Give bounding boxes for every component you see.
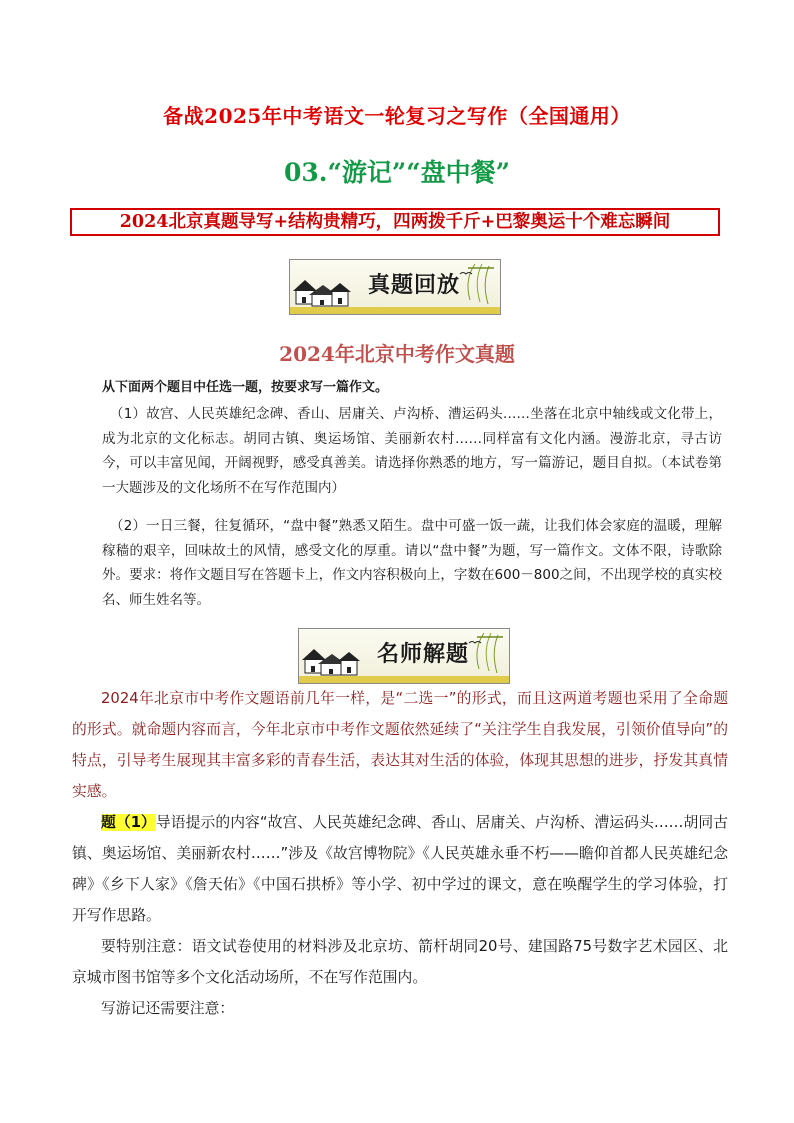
exam-instruction: 从下面两个题目中任选一题，按要求写一篇作文。 <box>102 380 389 395</box>
analysis-paragraph-1: 2024年北京市中考作文题语前几年一样，是“二选一”的形式，而且这两道考题也采用了全命题的形式。就命题内容而言，今年北京市中考作文题依然延续了“关注学生自我发展，引领价值导向”的特点，引导考生展现其丰富多彩的青春生活，表达其对生活的体验，体现其思想的进步，抒发其真情实感。 <box>72 690 728 800</box>
analysis-paragraph-3: 要特别注意：语文试卷使用的材料涉及北京坊、箭杆胡同20号、建国路75号数字艺术园区、北京城市图书馆等多个文化活动场所，不在写作范围内。 <box>72 938 728 986</box>
main-title: 备战2025年中考语文一轮复习之写作（全国通用） <box>163 104 631 128</box>
analysis-paragraph-2 <box>72 807 728 931</box>
teacher-banner-label: 名师解题 <box>376 642 469 667</box>
subtitle: 03.“游记”“盘中餐” <box>283 158 510 187</box>
review-banner-label: 真题回放 <box>367 273 460 298</box>
exam-title: 2024年北京中考作文真题 <box>279 342 515 366</box>
boxed-topic-title: 2024北京真题导写+结构贵精巧，四两拨千斤+巴黎奥运十个难忘瞬间 <box>70 208 720 236</box>
analysis-paragraph-2-text: 导语提示的内容“故宫、人民英雄纪念碑、香山、居庸关、卢沟桥、漕运码头……胡同古镇、奥运场馆、美丽新农村……”涉及《故宫博物院》《人民英雄永垂不朽——瞻仰首都人民英雄纪念碑》《乡下人家》《詹天佑》《中国石拱桥》等小学、初中学过的课文，意在唤醒学生的学习体验，打开写作思路。 <box>72 814 729 924</box>
analysis-paragraph-4: 写游记还需要注意： <box>101 1000 235 1017</box>
teacher-banner <box>298 628 510 684</box>
exam-prompt-1: （1）故宫、人民英雄纪念碑、香山、居庸关、卢沟桥、漕运码头……坐落在北京中轴线或文化带上，成为北京的文化标志。胡同古镇、奥运场馆、美丽新农村……同样富有文化内涵。漫游北京，寻古访今，可以丰富见闻，开阔视野，感受真善美。请选择你熟悉的地方，写一篇游记，题目自拟。（本试卷第一大题涉及的文化场所不在写作范围内） <box>102 406 722 496</box>
review-banner <box>289 259 501 315</box>
question-1-tag: 题（1） <box>101 814 156 831</box>
exam-prompt-2: （2）一日三餐，往复循环，“盘中餐”熟悉又陌生。盘中可盛一饭一蔬，让我们体会家庭的温暖，理解稼穑的艰辛，回味故土的风情，感受文化的厚重。请以“盘中餐”为题，写一篇作文。文体不限，诗歌除外。要求：将作文题目写在答题卡上，作文内容积极向上，字数在600－800之间，不出现学校的真实校名、师生姓名等。 <box>102 518 722 608</box>
